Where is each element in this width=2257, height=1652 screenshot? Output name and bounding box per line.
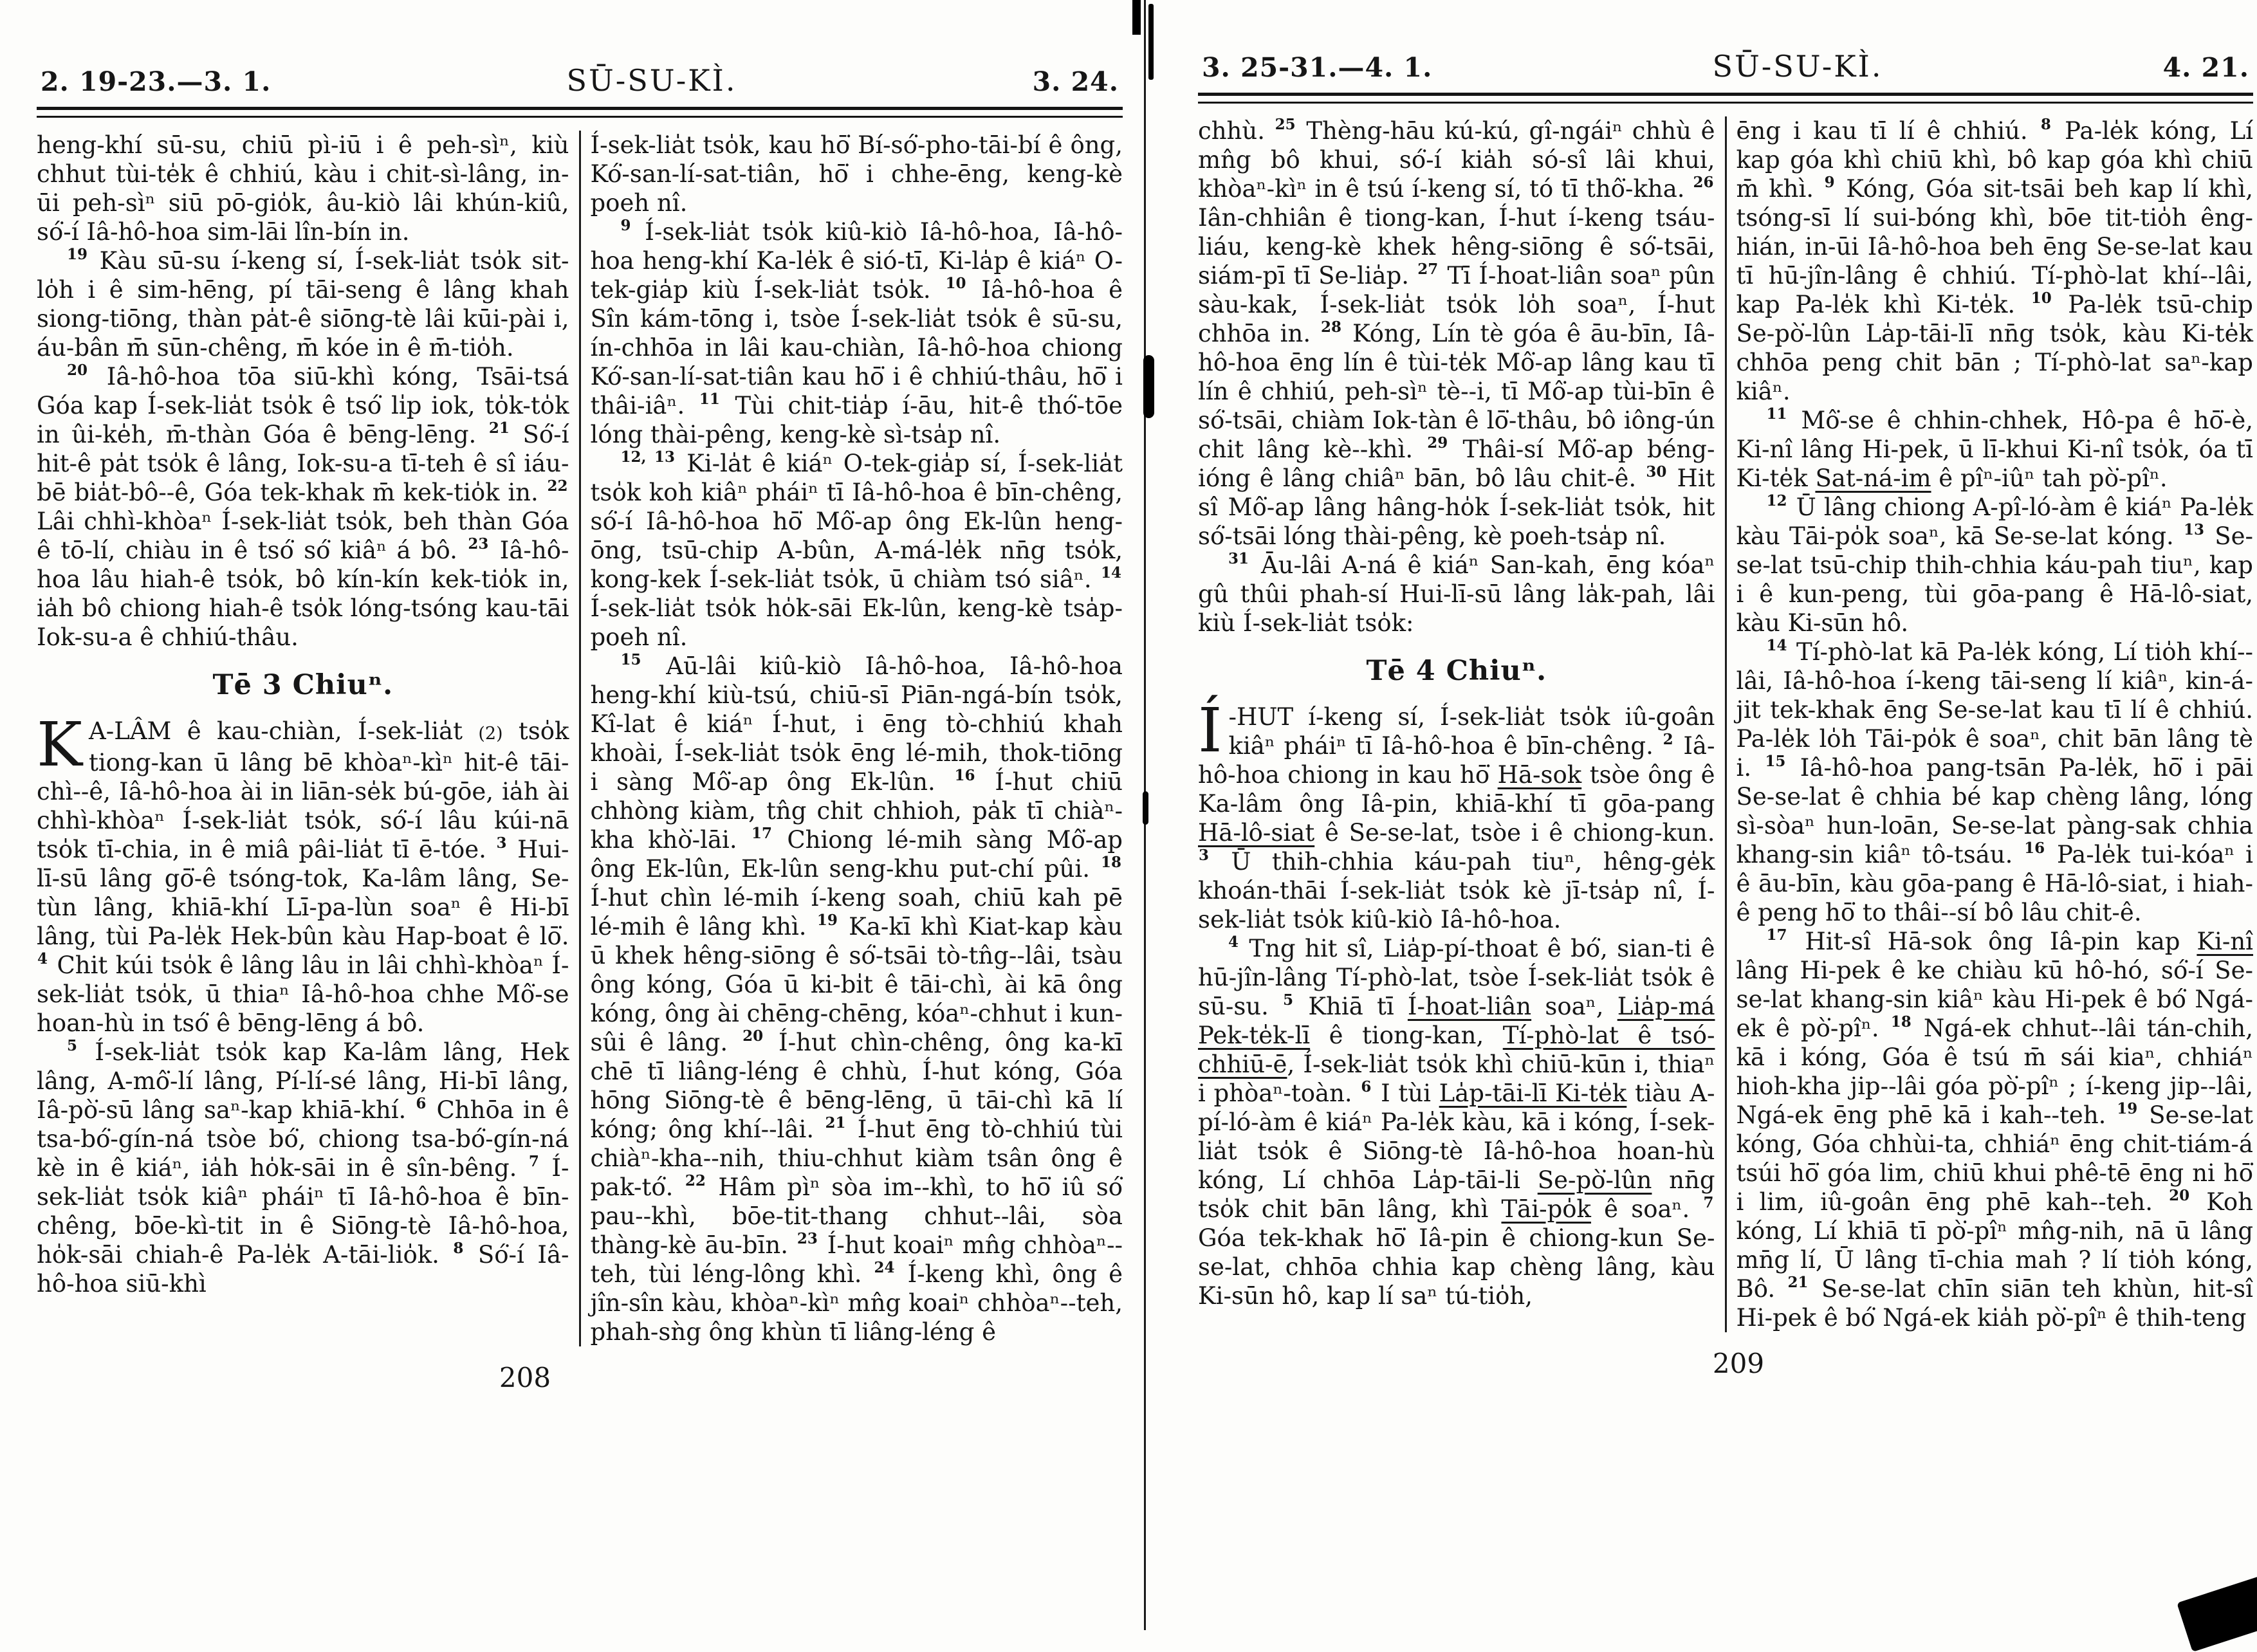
verse-paragraph: $^{11}$ Mô͘-se ê chhin-chhek, Hô-pa ê hō͘-è, Ki-nî lâng Hi-pek, ū lī-khui Ki-nî tso̍k, óa tī Ki-te̍k Sat-ná-im ê pîⁿ-iûⁿ tah pò͘-pîⁿ. [1736, 405, 2253, 492]
text-column [37, 131, 569, 1346]
verse-number: 19 [816, 911, 838, 929]
underlined-proper-name: Hā-lô-siat [1198, 819, 1315, 847]
header-ref-left: 3. 25-31.—4. 1. [1202, 52, 1433, 83]
underlined-proper-name: Lia̍p-má Pek-te̍k-lī [1198, 993, 1715, 1049]
verse-paragraph: $^{17}$ Hit-sî Hā-sok ông Iâ-pin kap Ki-nî lâng Hi-pek ê ke chiàu kū hô-hó, só͘-í Se-se-lat khang-sin kiâⁿ kàu Hi-pek ê bó͘ Ngá-ek ê pò͘-pîⁿ. $^{18}$ Ngá-ek chhut--lâi tán-chih, kā i kóng, Góa ê tsú m̄ sái kiaⁿ, chhiáⁿ hioh-kha jip--lâi góa pò͘-pîⁿ ; í-keng jip--lâi, Ngá-ek ēng phē kā i kah--teh. $^{19}$ Se-se-lat kóng, Góa chhùi-ta, chhiáⁿ ēng chit-tiám-á tsúi hō͘ góa lim, chiū khui phê-tē ēng ni hō͘ i lim, iû-goân ēng phē kah--teh. $^{20}$ Koh kóng, Lí khiā tī pò͘-pîⁿ mn̂g-nih, nā ū lâng mn̄g lí, Ū lâng tī-chia mah ? lí tio̍h kóng, Bô. $^{21}$ Se-se-lat chīn siān teh khùn, hit-sî Hi-pek ê bó͘ Ngá-ek kia̍h pò͘-pîⁿ ê thih-teng [1736, 926, 2254, 1332]
verse-number: 10 [2031, 289, 2052, 307]
verse-number: 15 [1765, 752, 1786, 770]
binding-ink-blob [1143, 791, 1148, 825]
verse-number: 19 [67, 245, 88, 263]
verse-number: 9 [620, 216, 631, 234]
verse-number: 25 [1275, 115, 1296, 133]
verse-number: 12 [1766, 491, 1787, 509]
text-column [1737, 116, 2254, 1332]
column-divider-rule [1725, 116, 1727, 1332]
verse-number: 16 [2024, 839, 2045, 857]
verse-number: 22 [547, 477, 568, 495]
verse-paragraph: K A-LÂM ê kau-chiàn, Í-sek-lia̍t (2) tso̍k tiong-kan ū lâng bē khòaⁿ-kìⁿ hit-ê tāi-chì--ê, Iâ-hô-hoa ài in liān-se̍k bú-gōe, ia̍h ài chhì-khòaⁿ Í-sek-lia̍t tso̍k, só͘-í lâu kúi-nā tso̍k tī-chia, in ê miâ pâi-lia̍t tī ē-tóe. $^3$ Hui-lī-sū lâng gō͘-ê tsóng-tok, Ka-lâm lâng, Se-tùn lâng, khiā-khí Lī-pa-lùn soaⁿ ê Hi-bī lâng, tùi Pa-le̍k Hek-bûn kàu Hap-boat ê lō͘. $^4$ Chit kúi tso̍k ê lâng lâu in lâi chhì-khòaⁿ Í-sek-lia̍t tso̍k, ū thiaⁿ Iâ-hô-hoa chhe Mô͘-se hoan-hù in tsó͘ ê bēng-lēng á bô. [37, 710, 569, 1037]
verse-paragraph: chhù. $^{25}$ Thèng-hāu kú-kú, gî-ngáiⁿ chhù ê mn̂g bô khui, só͘-í kia̍h só-sî lâi khui, khòaⁿ-kìⁿ in ê tsú í-keng sí, tó tī thô͘-kha. $^{26}$ Iân-chhiân ê tiong-kan, Í-hut í-keng tsáu-liáu, keng-kè khek hêng-siōng ê só͘-tsāi, siám-pī tī Se-lia̍p. $^{27}$ Tī Í-hoat-liân soaⁿ pûn sàu-kak, Í-sek-lia̍t tso̍k lo̍h soaⁿ, Í-hut chhōa in. $^{28}$ Kóng, Lín tè góa ê āu-bīn, Iâ-hô-hoa ēng lín ê tùi-te̍k Mô͘-ap lâng kau tī lín ê chhiú, peh-sìⁿ tè--i, tī Mô͘-ap tùi-bīn ê só͘-tsāi, chiàm Iok-tàn ê lō͘-thâu, bô iông-ún chit lâng kè--khì. $^{29}$ Thâi-sí Mô͘-ap béng-ióng ê lâng chiâⁿ bān, bô lâu chit-ê. $^{30}$ Hit sî Mô͘-ap lâng hâng-ho̍k Í-sek-lia̍t tso̍k, hit só͘-tsāi lóng thài-pêng, kè poeh-tsa̍p nî. [1198, 115, 1715, 550]
page-number: 209 [1712, 1348, 1765, 1379]
verse-number: 13 [2184, 520, 2205, 538]
verse-number: 21 [1787, 1273, 1809, 1291]
page-right [1198, 49, 2253, 1379]
underlined-proper-name: Se-pò͘-lûn [1537, 1166, 1652, 1194]
verse-number: 4 [37, 950, 48, 968]
verse-number: 26 [1693, 173, 1714, 191]
underlined-proper-name: Ki-nî [2197, 928, 2254, 955]
verse-number: 8 [453, 1239, 464, 1257]
underlined-proper-name: Hā-sok [1497, 761, 1582, 789]
chapter-heading: Tē 4 Chiuⁿ. [1366, 655, 1547, 687]
verse-paragraph: Í -HUT í-keng sí, Í-sek-lia̍t tso̍k iû-goân kiâⁿ pháiⁿ tī Iâ-hô-hoa ê bīn-chêng. $^2$ Iâ-hô-hoa chiong in kau hō͘ Hā-sok tsòe ông ê Ka-lâm ông Iâ-pin, khiā-khí tī gōa-pang Hā-lô-siat ê Se-se-lat, tsòe i ê chiong-kun. $^3$ Ū thih-chhia káu-pah tiuⁿ, hêng-ge̍k khoán-thāi Í-sek-lia̍t tso̍k kè jī-tsa̍p nî, Í-sek-lia̍t tso̍k kiû-kiò Iâ-hô-hoa. [1198, 695, 1715, 933]
header-rule [1198, 93, 2253, 104]
verse-number: 9 [1824, 173, 1835, 191]
verse-number: 3 [1199, 846, 1210, 864]
scan-corner-smudge [2177, 1565, 2257, 1652]
verse-paragraph: $^4$ Tng hit sî, Lia̍p-pí-thoat ê bó͘, sian-ti ê hū-jîn-lâng Tí-phò-lat, tsòe Í-sek-lia̍t tso̍k ê sū-su. $^5$ Khiā tī Í-hoat-liân soaⁿ, Lia̍p-má Pek-te̍k-lī ê tiong-kan, Tí-phò-lat ê tsó-chhiū-ē, Í-sek-lia̍t tso̍k khì chiū-kūn i, thiaⁿ i phòaⁿ-toàn. $^6$ I tùi La̍p-tāi-lī Ki-te̍k tiàu A-pí-ló-àm ê kiáⁿ Pa-le̍k kàu, kā i kóng, Í-sek-lia̍t tso̍k ê Siōng-tè Iâ-hô-hoa hoan-hù kóng, Lí chhōa La̍p-tāi-li Se-pò͘-lûn nn̄g tso̍k chit bān lâng, khì Tāi-po̍k ê soaⁿ. $^7$ Góa tek-khak hō͘ Iâ-pin ê chiong-kun Se-se-lat, chhōa chhia kap chèng lâng, kàu Ki-sūn hô, kap lí saⁿ tú-tio̍h, [1198, 933, 1715, 1310]
verse-number: 7 [1703, 1193, 1714, 1211]
underlined-proper-name: Tāi-po̍k [1501, 1195, 1591, 1223]
verse-paragraph: $^{14}$ Tí-phò-lat kā Pa-le̍k kóng, Lí tio̍h khí--lâi, Iâ-hô-hoa í-keng tāi-seng lí kiâⁿ, kin-á-jit tek-khak ēng Se-se-lat kau tī lí ê chhiú. Pa-le̍k lo̍h Tāi-po̍k ê soaⁿ, chit bān lâng tè i. $^{15}$ Iâ-hô-hoa pang-tsān Pa-le̍k, hō͘ i pāi Se-se-lat ê chhia bé kap chèng lâng, lóng sì-sòaⁿ hun-loān, Se-se-lat pàng-sak chhia khang-sin kiâⁿ tô-tsáu. $^{16}$ Pa-le̍k tui-kóaⁿ i ê āu-bīn, kàu gōa-pang ê Hā-lô-siat, i hiah-ê peng hō͘ to thâi--sí bô lâu chit-ê. [1736, 636, 2254, 926]
verse-paragraph: $^{31}$ Āu-lâi A-ná ê kiáⁿ San-kah, ēng kóaⁿ gû thûi phah-sí Hui-lī-sū lâng la̍k-pah, lâi kiù Í-sek-lia̍t tso̍k: [1198, 549, 1715, 637]
verse-paragraph: heng-khí sū-su, chiū pì-iū i ê peh-sìⁿ, kiù chhut tùi-te̍k ê chhiú, kàu i chit-sì-lâng, in-ūi peh-sìⁿ siū pō-gio̍k, âu-kiò lâi khún-kiû, só͘-í Iâ-hô-hoa sim-lāi lîn-bín in. [37, 131, 569, 246]
drop-cap-initial: Í [1198, 695, 1222, 766]
verse-number: 23 [468, 535, 489, 553]
book-title: SŪ-SU-KÌ. [1712, 49, 1883, 84]
book-title: SŪ-SU-KÌ. [566, 63, 737, 98]
verse-paragraph: $^9$ Í-sek-lia̍t tso̍k kiû-kiò Iâ-hô-hoa, Iâ-hô-hoa heng-khí Ka-le̍k ê sió-tī, Ki-la̍p ê kiáⁿ O-tek-gia̍p kiù Í-sek-lia̍t tso̍k. $^{10}$ Iâ-hô-hoa ê Sîn kám-tōng i, tsòe Í-sek-lia̍t tso̍k ê sū-su, ín-chhōa in lâi kau-chiàn, Iâ-hô-hoa chiong Kó͘-san-lí-sat-tiân kau hō͘ i ê chhiú-thâu, hō͘ i thâi-iâⁿ. $^{11}$ Tùi chit-tia̍p í-āu, hit-ê thó͘-tōe lóng thài-pêng, keng-kè sì-tsa̍p nî. [590, 216, 1123, 448]
verse-number: 27 [1417, 260, 1439, 278]
verse-number: 18 [1890, 1013, 1912, 1031]
text-columns [1198, 116, 2253, 1332]
page-header [1198, 49, 2253, 84]
verse-paragraph: ēng i kau tī lí ê chhiú. $^8$ Pa-le̍k kóng, Lí kap góa khì chiū khì, bô kap góa khì chiū m̄ khì. $^9$ Kóng, Góa sit-tsāi beh kap lí khì, tsóng-sī lí sui-bóng khì, bōe tit-tio̍h êng-hián, in-ūi Iâ-hô-hoa beh ēng Se-se-lat kau tī hū-jîn-lâng ê chhiú. Tí-phò-lat khí--lâi, kap Pa-le̍k khì Ki-te̍k. $^{10}$ Pa-le̍k tsū-chip Se-pò͘-lûn La̍p-tāi-lī nn̄g tso̍k, kàu Ki-te̍k chhōa peng chit bān ; Tí-phò-lat saⁿ-kap kiâⁿ. [1736, 115, 2254, 405]
verse-number: 12, 13 [620, 448, 675, 466]
verse-number: 21 [488, 419, 510, 437]
page-header [37, 63, 1123, 98]
verse-number: 29 [1427, 434, 1448, 452]
verse-number: 6 [416, 1094, 427, 1112]
verse-paragraph: $^{12}$ Ū lâng chiong A-pî-ló-àm ê kiáⁿ Pa-le̍k kàu Tāi-po̍k soaⁿ, kā Se-se-lat kóng. $^{13}$ Se-se-lat tsū-chip thih-chhia káu-pah tiuⁿ, kap i ê kun-peng, tùi gōa-pang ê Hā-lô-siat, kàu Ki-sūn hô. [1736, 491, 2254, 637]
verse-number: 4 [1228, 933, 1239, 951]
verse-number: 22 [685, 1171, 706, 1189]
verse-number: 18 [1100, 853, 1121, 871]
verse-number: 28 [1321, 318, 1342, 336]
verse-number: 24 [874, 1258, 895, 1276]
verse-number: 15 [620, 650, 641, 668]
header-ref-left: 2. 19-23.—3. 1. [41, 66, 272, 97]
verse-number: 14 [1766, 636, 1787, 654]
verse-number: 14 [1100, 564, 1121, 582]
verse-number: 31 [1228, 549, 1249, 567]
verse-paragraph: $^{12, 13}$ Ki-la̍t ê kiáⁿ O-tek-gia̍p sí, Í-sek-lia̍t tso̍k koh kiâⁿ pháiⁿ tī Iâ-hô-hoa ê bīn-chêng, só͘-í Iâ-hô-hoa hō͘ Mô͘-ap ông Ek-lûn heng-ōng, tsū-chip A-bûn, A-má-le̍k nn̄g tso̍k, kong-kek Í-sek-lia̍t tso̍k, ū chiàm tsó siâⁿ. $^{14}$ Í-sek-lia̍t tso̍k ho̍k-sāi Ek-lûn, keng-kè tsa̍p-poeh nî. [590, 448, 1123, 651]
binding-ink-mark [1148, 4, 1154, 80]
underlined-proper-name: Í-hoat-liân [1407, 993, 1532, 1020]
verse-number: 16 [954, 766, 975, 784]
verse-number: 5 [1283, 991, 1294, 1009]
verse-number: 2 [1663, 730, 1673, 748]
header-ref-right: 3. 24. [1032, 66, 1119, 97]
verse-number: 20 [742, 1027, 764, 1045]
header-ref-right: 4. 21. [2162, 52, 2249, 83]
verse-number: 3 [496, 834, 507, 852]
verse-number: 6 [1361, 1078, 1372, 1096]
drop-cap-initial: K [37, 710, 82, 780]
verse-paragraph: $^{20}$ Iâ-hô-hoa tōa siū-khì kóng, Tsāi-tsá Góa kap Í-sek-lia̍t tso̍k ê tsó͘ li̍p iok, to̍k-to̍k in ûi-ke̍h, m̄-thàn Góa ê bēng-lēng. $^{21}$ Só͘-í hit-ê pa̍t tso̍k ê lâng, Iok-su-a tī-teh ê sî iáu-bē bia̍t-bô--ê, Góa tek-khak m̄ kek-tio̍k in. $^{22}$ Lâi chhì-khòaⁿ Í-sek-lia̍t tso̍k, beh thàn Góa ê tō-lí, chiàu in ê tsó͘ só͘ kiâⁿ á bô. $^{23}$ Iâ-hô-hoa lâu hiah-ê tso̍k, bô kín-kín kek-tio̍k in, ia̍h bô chiong hiah-ê tso̍k lóng-tsóng kau-tāi Iok-su-a ê chhiú-thâu. [37, 361, 569, 651]
verse-number: 11 [699, 390, 720, 408]
chapter-heading: Tē 3 Chiuⁿ. [212, 669, 394, 701]
underlined-proper-name: Sat-ná-im [1815, 464, 1931, 492]
verse-number: 20 [2169, 1186, 2190, 1204]
header-rule [37, 107, 1123, 118]
verse-number: 11 [1766, 405, 1787, 423]
binding-ink-blob [1143, 355, 1154, 418]
verse-number: 23 [797, 1229, 818, 1247]
page-left [37, 63, 1123, 1393]
page-number: 208 [499, 1362, 551, 1393]
text-column [1198, 116, 1715, 1332]
verse-number: 17 [751, 824, 772, 842]
verse-paragraph: $^{15}$ Aū-lâi kiû-kiò Iâ-hô-hoa, Iâ-hô-hoa heng-khí kiù-tsú, chiū-sī Piān-ngá-bín tso̍k, Kî-lat ê kiáⁿ Í-hut, i ēng tò-chhiú khah khoài, Í-sek-lia̍t tso̍k ēng lé-mih, thok-tiōng i sàng Mô͘-ap ông Ek-lûn. $^{16}$ Í-hut chiū chhòng kiàm, tn̂g chit chhioh, pa̍k tī chiàⁿ-kha khò͘-lāi. $^{17}$ Chiong lé-mih sàng Mô͘-ap ông Ek-lûn, Ek-lûn seng-khu put-chí pûi. $^{18}$ Í-hut chìn lé-mih í-keng soah, chiū kah pē lé-mih ê lâng khì. $^{19}$ Ka-kī khì Kiat-kap kàu ū khek hêng-siōng ê só͘-tsāi tò-tn̂g--lâi, tsàu ông kóng, Góa ū ki-bi̍t ê tāi-chì, ài kā ông kóng, ông ài chēng-chēng, kóaⁿ-chhut i kun-sûi ê lâng. $^{20}$ Í-hut chìn-chêng, ông ka-kī chē tī liâng-léng ê chhù, Í-hut kóng, Góa hōng Siōng-tè ê bēng-lēng, ū tāi-chì kā lí kóng; ông khí--lâi. $^{21}$ Í-hut ēng tò-chhiú tùi chiàⁿ-kha--nih, thiu-chhut kiàm tsân ông ê pak-tó͘. $^{22}$ Hâm pìⁿ sòa im--khì, to hō͘ iû só͘ pau--khì, bōe-tit-thang chhut--lâi, sòa thàng-kè āu-bīn. $^{23}$ Í-hut koaiⁿ mn̂g chhòaⁿ--teh, tùi léng-lông khì. $^{24}$ Í-keng khì, ông ê jîn-sîn kàu, khòaⁿ-kìⁿ mn̂g koaiⁿ chhòaⁿ--teh, phah-sǹg ông khùn tī liâng-léng ê [590, 650, 1123, 1346]
verse-number: 17 [1766, 926, 1787, 944]
text-column [591, 131, 1123, 1346]
verse-number: 8 [2040, 115, 2051, 133]
verse-number: 7 [528, 1152, 539, 1170]
verse-paragraph: $^5$ Í-sek-lia̍t tso̍k kap Ka-lâm lâng, Hek lâng, A-mô͘-lí lâng, Pí-lí-sé lâng, Hi-bī lâng, Iâ-pò͘-sū lâng saⁿ-kap khiā-khí. $^6$ Chhōa in ê tsa-bó͘-gín-ná tsòe bó͘, chiong tsa-bó͘-gín-ná kè in ê kiáⁿ, ia̍h ho̍k-sāi in ê sîn-bêng. $^7$ Í-sek-lia̍t tso̍k kiâⁿ pháiⁿ tī Iâ-hô-hoa ê bīn-chêng, bōe-kì-tit in ê Siōng-tè Iâ-hô-hoa, ho̍k-sāi chiah-ê Pa-le̍k A-tāi-lio̍k. $^8$ Só͘-í Iâ-hô-hoa siū-khì [37, 1036, 569, 1298]
column-divider-rule [579, 131, 581, 1346]
underlined-proper-name: Tí-phò-lat ê tsó-chhiū-ē [1198, 1022, 1715, 1078]
verse-paragraph: Í-sek-lia̍t tso̍k, kau hō͘ Bí-só͘-pho-tāi-bí ê ông, Kó͘-san-lí-sat-tiân, hō͘ i chhe-ēng, keng-kè poeh nî. [590, 131, 1123, 217]
verse-number: 5 [67, 1036, 78, 1054]
verse-number: 19 [2117, 1099, 2138, 1117]
verse-number: 20 [67, 361, 88, 379]
verse-number: 21 [825, 1114, 846, 1132]
verse-number: (2) [478, 724, 503, 744]
underlined-proper-name: La̍p-tāi-lī Ki-te̍k [1439, 1079, 1627, 1107]
verse-number: 10 [945, 274, 966, 292]
text-columns [37, 131, 1123, 1346]
verse-number: 30 [1646, 463, 1667, 481]
verse-paragraph: $^{19}$ Kàu sū-su í-keng sí, Í-sek-lia̍t tso̍k sit-lo̍h i ê sim-hēng, pí tāi-seng ê lâng khah siong-tiōng, thàn pa̍t-ê siōng-tè lâi kūi-pài i, áu-bân m̄ sūn-chêng, m̄ kóe in ê m̄-tio̍h. [37, 245, 569, 362]
binding-ink-mark [1132, 0, 1141, 35]
